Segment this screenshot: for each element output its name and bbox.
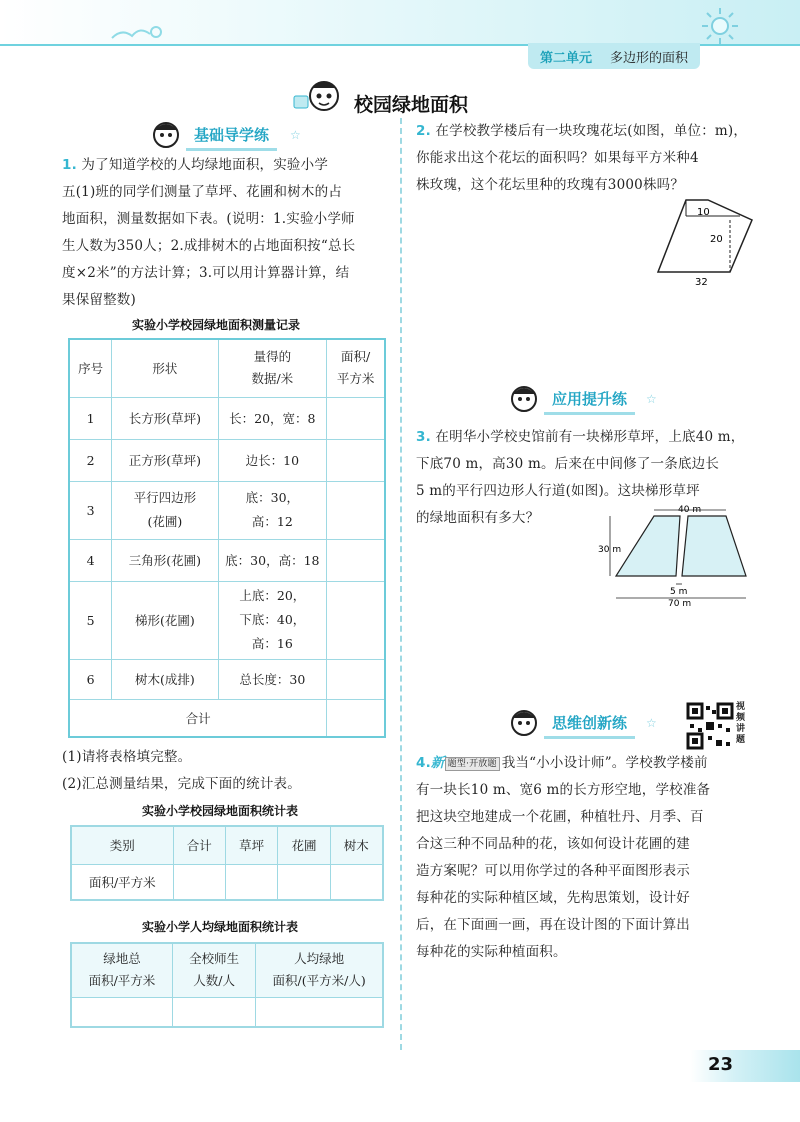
q2-text: 2. 在学校教学楼后有一块玫瑰花坛(如图，单位：m)， 你能求出这个花坛的面积吗？如果每平方米种4 株玫瑰，这个花坛里种的玫瑰有3000株吗？ bbox=[416, 123, 748, 193]
q1-line: 地面积，测量数据如下表。(说明：1.实验小学师 bbox=[62, 211, 355, 227]
total-label: 合计 bbox=[69, 699, 327, 737]
q3-text: 3. 在明华小学校史馆前有一块梯形草坪，上底40 m， 下底70 m，高30 m。后来在中间修了一条底边长 5 m的平行四边形人行道(如图)。这块梯形草坪 的绿地面积有多大？ bbox=[416, 429, 745, 526]
question-type-badge: 题型·开放题 bbox=[445, 757, 500, 771]
mascot-icon bbox=[508, 706, 540, 738]
table-row: 4 三角形(花圃) 底：30，高：18 bbox=[69, 539, 385, 581]
answer-cell[interactable] bbox=[71, 997, 172, 1027]
page-number-band bbox=[690, 1050, 800, 1082]
table1-caption: 实验小学校园绿地面积测量记录 bbox=[132, 318, 301, 332]
new-mark: 新 bbox=[430, 755, 445, 771]
star-icon: ☆ bbox=[290, 128, 301, 142]
section-think-label: 思维创新练 bbox=[544, 710, 635, 739]
area-cell[interactable] bbox=[327, 439, 385, 481]
header-area: 面积/ 平方米 bbox=[327, 339, 385, 397]
q3-number: 3. bbox=[416, 429, 431, 445]
q1-line: 度×2米”的方法计算；3.可以用计算器计算，结 bbox=[62, 265, 350, 281]
mascot-icon bbox=[150, 118, 182, 150]
answer-cell[interactable] bbox=[173, 864, 225, 900]
section-apply bbox=[508, 382, 668, 418]
q1-line: 为了知道学校的人均绿地面积，实验小学 bbox=[81, 157, 329, 173]
per-capita-table: 绿地总 面积/平方米 全校师生 人数/人 人均绿地 面积/(平方米/人) bbox=[70, 942, 384, 1028]
section-think bbox=[508, 706, 668, 742]
label-40m: 40 m bbox=[678, 505, 702, 515]
table-row: 1 长方形(草坪) 长：20，宽：8 bbox=[69, 397, 385, 439]
q4-text: 4.新 题型·开放题 我当“小小设计师”。学校教学楼前 有一块长10 m、宽6 m的长方形空地，学校准备 把这块空地建成一个花圃，种植牡丹、月季、百 合这三种不同品种的花，该如何设计花圃的建 造方案呢？可以用你学过的各种平面图形表示 每种花的实际种植区域，先构思策划，设计好 后，在下面画一画，再在设计图的下面计算出 每种花的实际种植面积。 bbox=[416, 755, 711, 960]
q1-sub2: (2)汇总测量结果，完成下面的统计表。 bbox=[62, 776, 301, 792]
section-apply-label: 应用提升练 bbox=[544, 386, 635, 415]
answer-cell[interactable] bbox=[225, 864, 277, 900]
qr-label: 视 频 讲 题 bbox=[736, 702, 746, 745]
area-cell[interactable] bbox=[327, 481, 385, 539]
measurement-table bbox=[68, 338, 386, 738]
area-cell[interactable] bbox=[327, 659, 385, 699]
table-row: 5 梯形(花圃) 上底：20， 下底：40， 高：16 bbox=[69, 581, 385, 659]
q2-number: 2. bbox=[416, 123, 431, 139]
label-70m: 70 m bbox=[668, 599, 692, 606]
column-divider bbox=[400, 118, 402, 1050]
section-basic-label: 基础导学练 bbox=[186, 122, 277, 151]
header-data: 量得的 数据/米 bbox=[218, 339, 327, 397]
table-row: 6 树木(成排) 总长度：30 bbox=[69, 659, 385, 699]
header-index: 序号 bbox=[69, 339, 112, 397]
label-10: 10 bbox=[697, 207, 710, 218]
area-cell[interactable] bbox=[327, 397, 385, 439]
q1-subquestions bbox=[62, 744, 392, 798]
section-basic bbox=[150, 118, 310, 154]
q1-line: 五(1)班的同学们测量了草坪、花圃和树木的占 bbox=[62, 184, 343, 200]
q1-text bbox=[62, 152, 392, 314]
q1-line: 生人数为350人；2.成排树木的占地面积按“总长 bbox=[62, 238, 356, 254]
q1-number: 1. bbox=[62, 157, 77, 173]
rose-bed-figure bbox=[650, 192, 760, 288]
qr-code-icon[interactable] bbox=[686, 702, 734, 750]
q1-line: 果保留整数) bbox=[62, 292, 136, 308]
table-row: 3 平行四边形 (花圃) 底：30， 高：12 bbox=[69, 481, 385, 539]
star-icon: ☆ bbox=[646, 392, 657, 406]
table-row: 面积/平方米 bbox=[71, 864, 383, 900]
table-row bbox=[69, 699, 385, 737]
table-row bbox=[71, 997, 383, 1027]
total-cell[interactable] bbox=[327, 699, 385, 737]
star-icon: ☆ bbox=[646, 716, 657, 730]
unit-label: 第二单元 bbox=[540, 51, 593, 66]
mascot-icon bbox=[508, 382, 540, 414]
topic-label: 多边形的面积 bbox=[610, 51, 689, 66]
q4-number: 4. bbox=[416, 755, 431, 771]
table3-caption: 实验小学人均绿地面积统计表 bbox=[142, 920, 299, 934]
table2-caption: 实验小学校园绿地面积统计表 bbox=[142, 804, 299, 818]
green-area-summary-table: 类别 合计 草坪 花圃 树木 面积/平方米 bbox=[70, 825, 384, 901]
label-5m: 5 m bbox=[670, 587, 688, 597]
answer-cell[interactable] bbox=[172, 997, 255, 1027]
label-32: 32 bbox=[695, 277, 708, 288]
trapezoid-lawn-figure bbox=[598, 502, 758, 606]
bird-decoration-icon bbox=[110, 20, 170, 44]
answer-cell[interactable] bbox=[278, 864, 330, 900]
label-30m: 30 m bbox=[598, 545, 622, 555]
sun-flower-decoration-icon bbox=[700, 6, 740, 46]
area-cell[interactable] bbox=[327, 581, 385, 659]
mascot-icon bbox=[290, 78, 346, 118]
page-number: 23 bbox=[708, 1054, 734, 1075]
label-20: 20 bbox=[710, 234, 723, 245]
answer-cell[interactable] bbox=[330, 864, 383, 900]
q1-sub1: (1)请将表格填完整。 bbox=[62, 749, 192, 765]
header-shape: 形状 bbox=[112, 339, 218, 397]
area-cell[interactable] bbox=[327, 539, 385, 581]
answer-cell[interactable] bbox=[256, 997, 383, 1027]
table-row: 2 正方形(草坪) 边长：10 bbox=[69, 439, 385, 481]
page-title: 校园绿地面积 bbox=[354, 94, 469, 116]
